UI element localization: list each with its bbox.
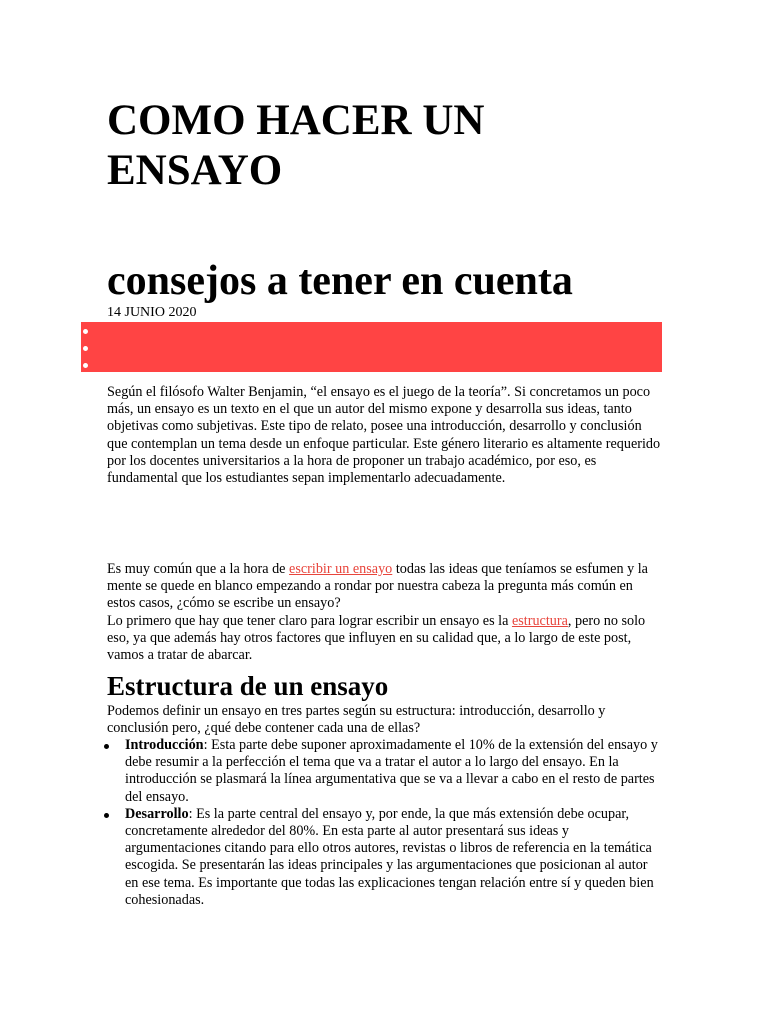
paragraph-3 — [107, 613, 663, 665]
paragraph-text: , pero no solo eso, ya que además hay otros factores que influyen en su calidad que, a lo largo de este post, vamos a tratar de abarcar. — [107, 613, 646, 664]
intro-paragraph: Según el filósofo Walter Benjamin, “el ensayo es el juego de la teoría”. Si concretamos un poco más, un ensayo es un texto en el que un autor del mismo expone y desarrolla sus ideas, tanto objetivas como subjetivas. Este tipo de relato, posee una introducción, desarrollo y conclusión que contemplan un tema desde un enfoque particular. Este género literario es altamente requerido por los docentes universitarios a la hora de proponer un trabajo académico, por eso, es fundamental que los estudiantes sepan implementarlo adecuadamente. — [107, 384, 661, 487]
paragraph-text: todas las ideas que teníamos se esfumen y la mente se quede en blanco empezando a rondar por nuestra cabeza la pregunta más común en estos casos, ¿cómo se escribe un ensayo? — [107, 561, 648, 612]
bullet-dot-icon — [83, 329, 88, 334]
structure-list — [107, 737, 663, 909]
page-title: COMO HACER UN ENSAYO — [107, 97, 485, 194]
section-intro: Podemos definir un ensayo en tres partes según su estructura: introducción, desarrollo y conclusión pero, ¿qué debe contener cada una de ellas? — [107, 703, 606, 737]
list-item-introduccion — [107, 737, 663, 806]
list-item-text: : Es la parte central del ensayo y, por ende, la que más extensión debe ocupar, concretamente alrededor del 80%. En esta parte al autor presentará sus ideas y argumentaciones citando para ello otros autores, revistas o libros de referencia en la temática escogida. Se presentarán las ideas principales y las argumentaciones que posicionan al autor en ese tema. Es importante que todas las explicaciones tengan relación entre sí y queden bien cohesionadas. — [125, 805, 654, 908]
list-item-term: Introducción — [125, 737, 204, 753]
page-subtitle: consejos a tener en cuenta — [107, 258, 573, 304]
escribir-ensayo-link[interactable]: escribir un ensayo — [289, 561, 393, 577]
bullet-dot-icon — [83, 363, 88, 368]
list-item-term: Desarrollo — [125, 805, 189, 822]
red-banner — [81, 322, 662, 372]
bullet-dot-icon — [83, 346, 88, 351]
bullet-dot-icon — [104, 813, 109, 818]
estructura-link[interactable]: estructura — [511, 613, 568, 629]
paragraph-2 — [107, 561, 663, 613]
publish-date: 14 JUNIO 2020 — [107, 305, 197, 320]
list-item-desarrollo — [107, 806, 663, 909]
list-item-text: : Esta parte debe suponer aproximadamente el 10% de la extensión del ensayo y debe resumir a la perfección el tema que va a tratar el autor a lo largo del ensayo. En la introducción se plasmará la línea argumentativa que se va a llevar a cabo en el resto de partes del ensayo. — [125, 737, 658, 805]
section-heading: Estructura de un ensayo — [107, 671, 389, 701]
paragraph-text: Es muy común que a la hora de — [107, 561, 290, 577]
bullet-dot-icon — [104, 744, 109, 749]
paragraph-text: Lo primero que hay que tener claro para lograr escribir un ensayo es la — [107, 613, 512, 629]
